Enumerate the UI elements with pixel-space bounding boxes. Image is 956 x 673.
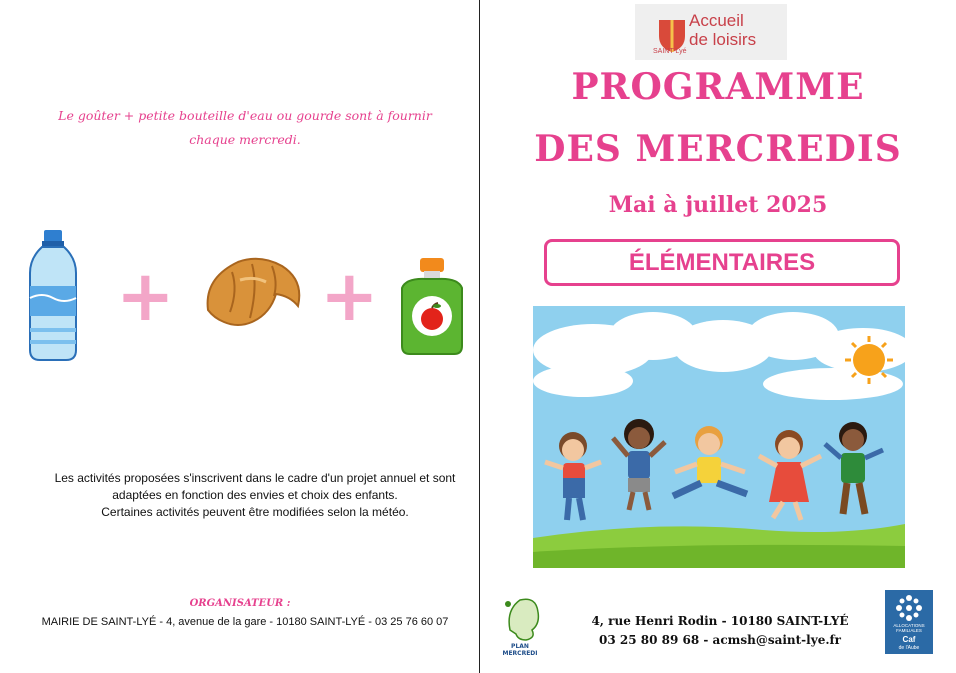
program-dates: Mai à juillet 2025 — [608, 192, 828, 218]
organizer-line: MAIRIE DE SAINT-LYÉ - 4, avenue de la gare - 10180 SAINT-LYÉ - 03 25 76 60 07 — [41, 616, 449, 628]
organizer-title: ORGANISATEUR : — [189, 598, 291, 609]
logo-line-1: Accueil — [689, 11, 744, 30]
snack-note: Le goûter + petite bouteille d'eau ou gourde sont à fournir chaque mercredi. — [58, 108, 432, 147]
caf-logo — [885, 590, 933, 654]
activities-line-1: Les activités proposées s'inscrivent dans le cadre d'un projet annuel et sont — [54, 471, 456, 485]
svg-text:PLAN: PLAN — [511, 643, 529, 650]
footer-phone-email: 03 25 80 89 68 - acmsh@saint-lye.fr — [599, 633, 841, 647]
plan-mercredi-logo — [496, 590, 544, 656]
activities-line-2: adaptées en fonction des envies et choix des enfants. — [112, 488, 398, 502]
title-line-1: PROGRAMME — [571, 66, 865, 108]
water-bottle-icon — [24, 228, 82, 363]
croissant-icon — [200, 250, 308, 332]
kids-jumping-illustration — [533, 306, 905, 568]
accueil-de-loisirs-logo — [635, 4, 787, 60]
activities-line-3: Certaines activités peuvent être modifiées selon la météo. — [101, 505, 409, 519]
activities-info — [30, 470, 480, 521]
footer-address: 4, rue Henri Rodin - 10180 SAINT-LYÉ — [591, 614, 849, 628]
logo-small-text: SAINT Lyé — [653, 48, 687, 55]
caf-text-1: ALLOCATIONS FAMILIALES — [893, 623, 925, 633]
caf-snowflake-icon — [895, 594, 923, 622]
right-page — [480, 0, 956, 673]
caf-text-2: Caf — [902, 635, 916, 644]
caf-text-3: de l'Aube — [898, 645, 920, 651]
footer-contact — [580, 612, 860, 650]
plus-sign-1: + — [116, 255, 175, 337]
logo-line-2: de loisirs — [689, 30, 757, 49]
apple-pouch-icon — [396, 258, 468, 356]
snack-illustration-row — [22, 228, 472, 363]
plus-sign-2: + — [320, 255, 379, 337]
svg-text:MERCREDI: MERCREDI — [502, 650, 538, 656]
level-badge: ÉLÉMENTAIRES — [544, 239, 900, 286]
title-line-2: DES MERCREDIS — [534, 128, 902, 170]
